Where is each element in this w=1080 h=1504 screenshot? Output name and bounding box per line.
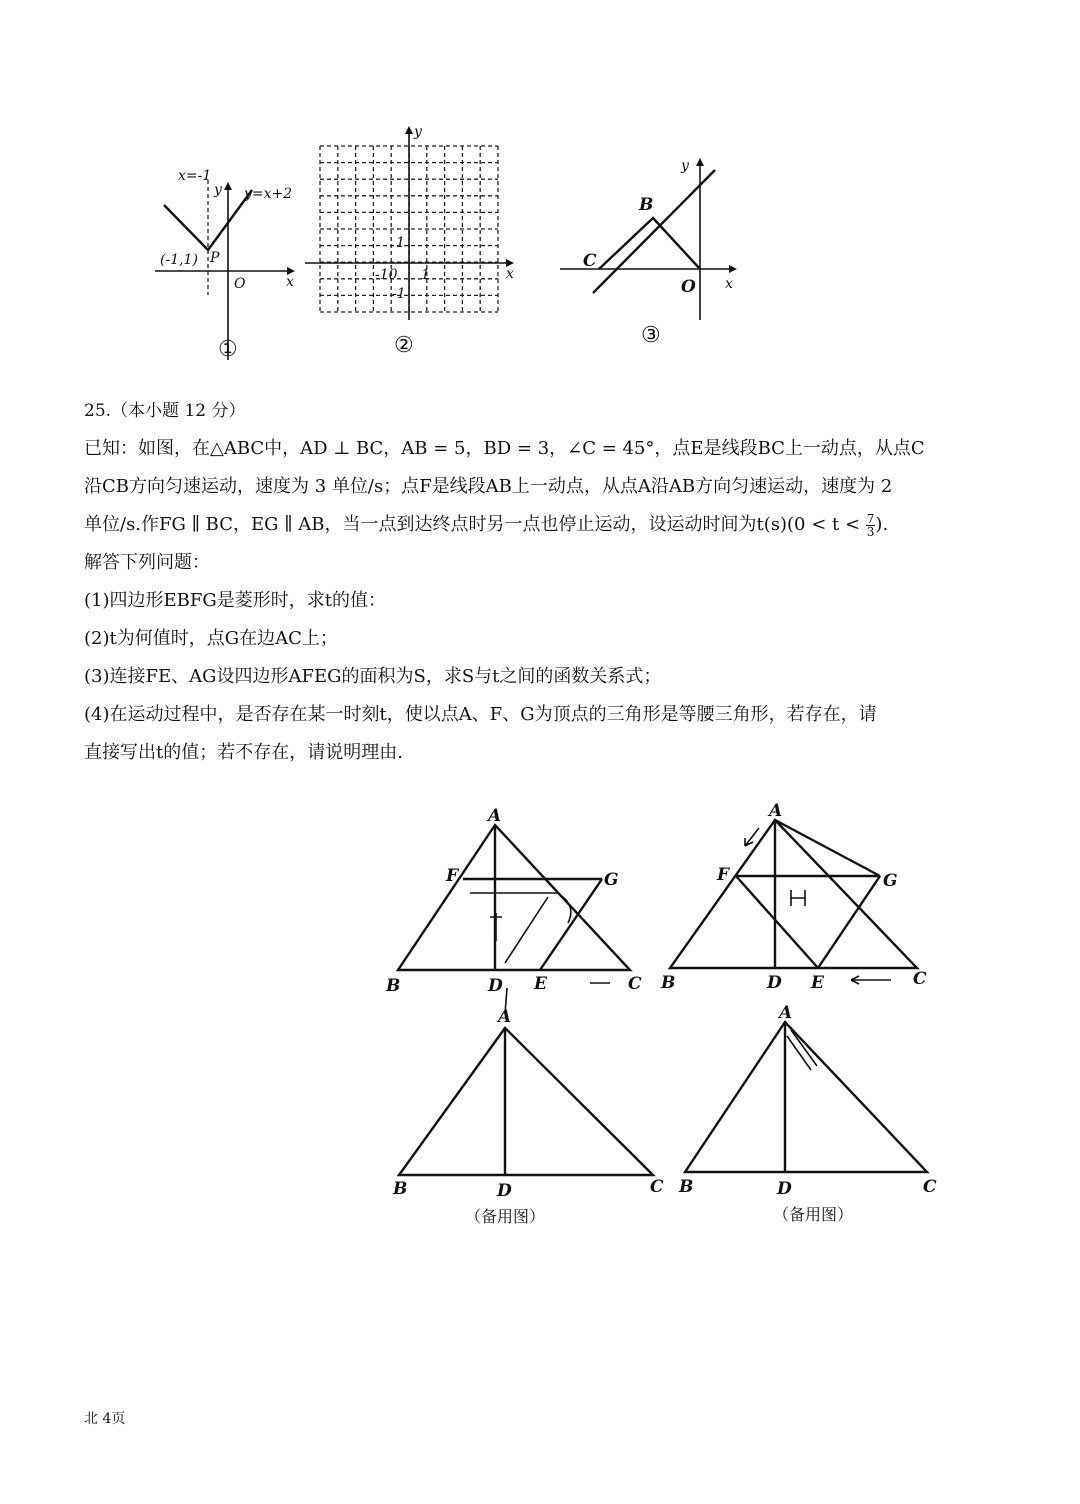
y-axis-arrow-icon — [696, 158, 704, 166]
problem-line-2: 沿CB方向匀速运动，速度为 3 单位/s；点F是线段AB上一动点，从点A沿AB方向匀速运动，速度为 2 — [84, 476, 893, 497]
arrow-on-AB-icon — [745, 828, 759, 846]
triangle-ABC — [685, 1022, 927, 1172]
tick-1-x: 1 — [421, 267, 430, 283]
caption-3: ③ — [641, 323, 661, 348]
label-F: F — [717, 865, 730, 885]
label-O: O — [681, 277, 696, 297]
triangle-ABC — [670, 820, 917, 968]
triangle-figure-upper-left — [380, 805, 660, 1005]
figure-3-triangle-axes — [555, 150, 755, 350]
label-D: D — [488, 976, 503, 996]
problem-heading: 25.（本小题 12 分） — [84, 401, 246, 421]
label-point-coords: (-1,1) — [160, 252, 198, 268]
problem-intro: 解答下列问题： — [84, 552, 210, 573]
label-B: B — [639, 195, 654, 215]
label-E: E — [811, 973, 824, 993]
problem-25 — [84, 392, 984, 772]
label-B: B — [661, 973, 676, 993]
label-y: y — [414, 124, 422, 140]
label-x: x — [725, 276, 733, 292]
problem-line-3-b: ). — [875, 514, 889, 535]
label-x-eq-neg1: x=-1 — [178, 168, 212, 184]
label-C: C — [650, 1177, 664, 1197]
question-3: (3)连接FE、AG设四边形AFEG的面积为S，求S与t之间的函数关系式； — [84, 666, 662, 687]
triangle-ABC — [399, 1028, 653, 1175]
abs-value-graph — [164, 190, 252, 250]
backup-caption: （备用图） — [773, 1205, 854, 1224]
triangle-backup-right — [675, 1000, 965, 1240]
triangle-figure-upper-right — [655, 800, 945, 1000]
label-D: D — [777, 1179, 792, 1199]
caption-1: ① — [218, 337, 238, 362]
label-y: y — [214, 182, 222, 198]
triangle-backup-left — [385, 1000, 685, 1240]
triangle-CBO — [599, 218, 700, 269]
label-x: x — [506, 266, 514, 282]
fraction-denominator: 3 — [866, 524, 875, 539]
handwritten-strokes — [490, 895, 571, 963]
label-C: C — [923, 1177, 937, 1197]
figure-1-abs-graph — [150, 160, 310, 360]
label-G: G — [604, 870, 619, 890]
handwritten-H — [791, 890, 805, 906]
page-footer: 北 4页 — [84, 1411, 126, 1427]
tick-1-y: 1 — [396, 235, 405, 251]
label-O: O — [234, 276, 246, 292]
x-axis-arrow-icon — [729, 265, 737, 273]
label-A: A — [498, 1007, 512, 1027]
tick-neg1-y: -1 — [392, 286, 406, 302]
label-C: C — [628, 974, 642, 994]
label-P: P — [210, 250, 220, 266]
label-A: A — [488, 806, 502, 826]
fraction-numerator: 7 — [866, 511, 875, 526]
label-D: D — [767, 973, 782, 993]
backup-caption: （备用图） — [465, 1207, 546, 1226]
label-x: x — [286, 274, 294, 290]
label-line-eq: y=x+2 — [244, 186, 293, 202]
question-4-b: 直接写出t的值；若不存在，请说明理由. — [84, 742, 403, 763]
problem-line-3 — [84, 506, 984, 544]
caption-2: ② — [394, 333, 414, 358]
label-A: A — [769, 801, 783, 821]
label-A: A — [779, 1003, 793, 1023]
segment-AG — [775, 820, 880, 876]
label-B: B — [393, 1179, 408, 1199]
y-axis-arrow-icon — [224, 182, 232, 190]
question-2: (2)t为何值时，点G在边AC上； — [84, 628, 338, 649]
label-B: B — [386, 976, 401, 996]
y-axis-arrow-icon — [405, 126, 413, 134]
label-C: C — [583, 251, 597, 271]
label-D: D — [497, 1181, 512, 1201]
problem-line-1: 已知：如图，在△ABC中，AD ⊥ BC，AB = 5，BD = 3，∠C = 45°，点E是线段BC上一动点，从点C — [84, 438, 925, 459]
label-B: B — [679, 1177, 694, 1197]
fraction-seven-thirds — [866, 513, 876, 538]
figure-2-grid — [300, 120, 530, 360]
label-F: F — [446, 866, 459, 886]
question-4-a: (4)在运动过程中，是否存在某一时刻t，使以点A、F、G为顶点的三角形是等腰三角形，若存在，请 — [84, 704, 877, 725]
label-G: G — [883, 871, 898, 891]
label-E: E — [534, 974, 547, 994]
arrow-on-BC-icon — [851, 976, 891, 984]
line-through-C — [593, 170, 715, 293]
segment-EG — [818, 876, 880, 968]
problem-line-3-a: 单位/s.作FG ∥ BC，EG ∥ AB，当一点到达终点时另一点也停止运动，设运动时间为t(s)(0 < t < — [84, 514, 861, 535]
question-1: (1)四边形EBFG是菱形时，求t的值： — [84, 590, 386, 611]
tick-neg1-zero: -10 — [375, 267, 398, 283]
label-y: y — [681, 158, 689, 174]
segment-FE — [736, 876, 818, 968]
label-C: C — [913, 969, 927, 989]
